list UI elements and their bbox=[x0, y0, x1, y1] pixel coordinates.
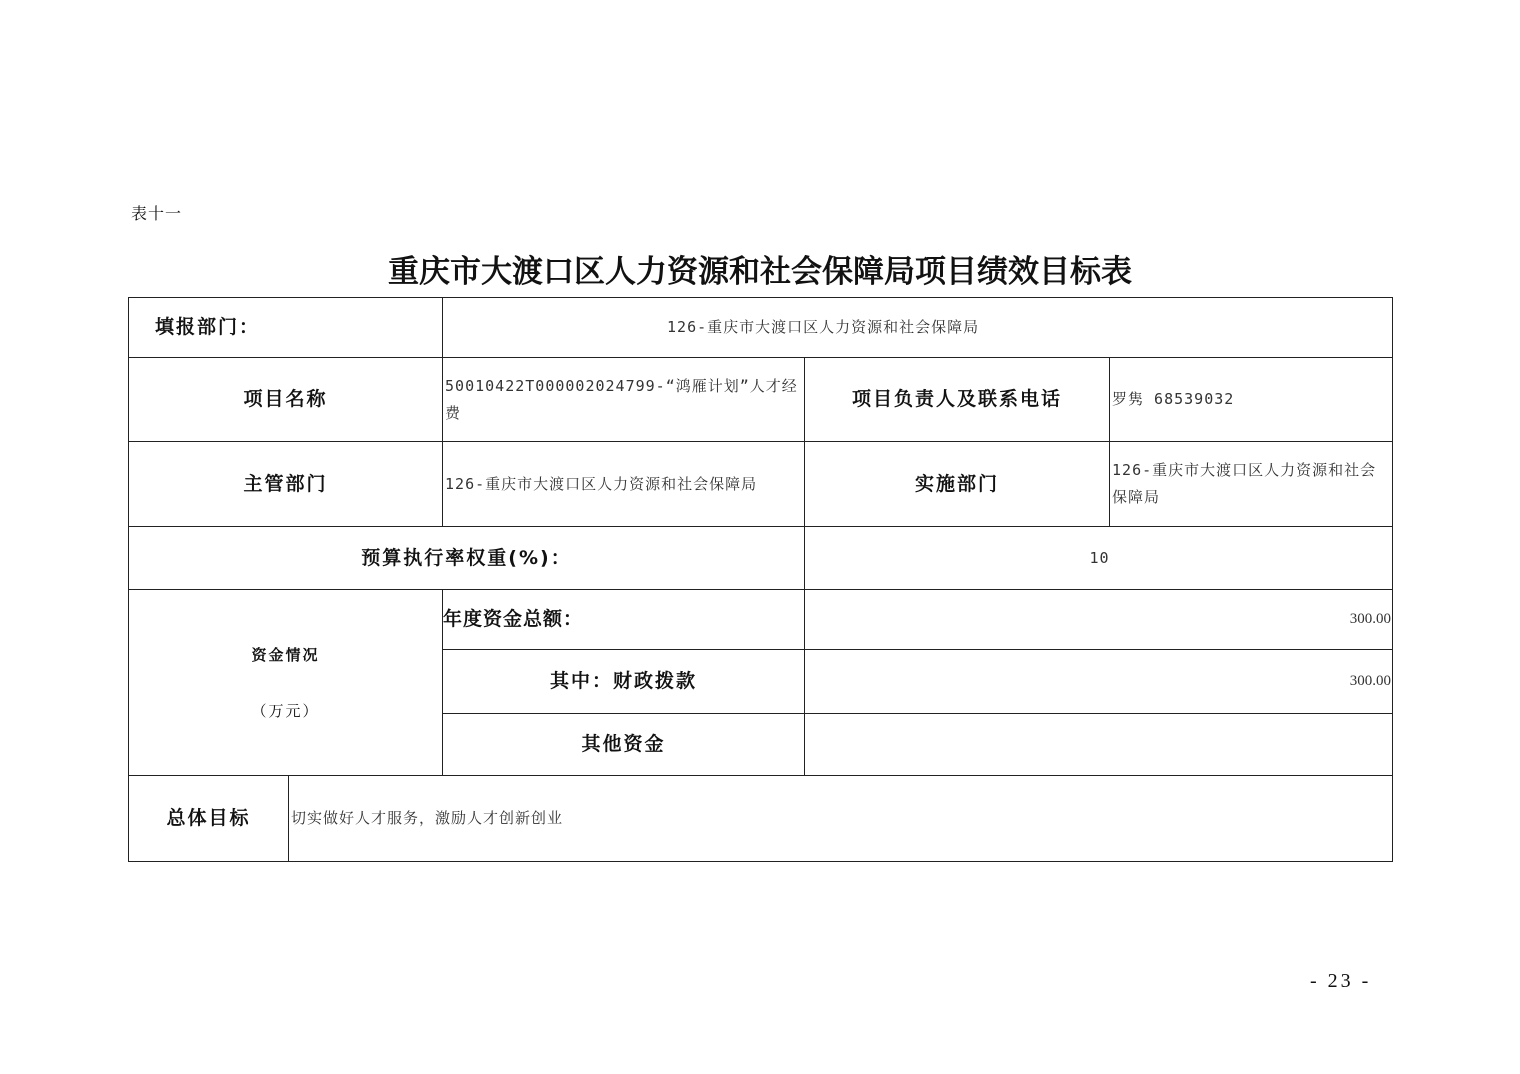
reporting-dept-value: 126-重庆市大渡口区人力资源和社会保障局 bbox=[443, 298, 1393, 358]
table-label: 表十一 bbox=[131, 204, 183, 223]
budget-weight-row bbox=[129, 527, 1393, 590]
overall-goal-value: 切实做好人才服务，激励人才创新创业 bbox=[289, 776, 1393, 862]
project-name-label: 项目名称 bbox=[129, 358, 443, 442]
implementer-dept-label: 实施部门 bbox=[805, 442, 1110, 527]
funds-label-line2: （万元） bbox=[251, 701, 320, 720]
funds-label bbox=[129, 590, 443, 776]
performance-target-table bbox=[128, 297, 1393, 862]
budget-weight-label: 预算执行率权重(%)： bbox=[129, 527, 805, 590]
goal-row bbox=[129, 776, 1393, 862]
reporting-row bbox=[129, 298, 1393, 358]
funds-label-line1: 资金情况 bbox=[251, 645, 320, 664]
page-number: - 23 - bbox=[1310, 970, 1372, 992]
project-owner-value: 罗隽 68539032 bbox=[1110, 358, 1393, 442]
other-funds-value bbox=[805, 714, 1393, 776]
overall-goal-label: 总体目标 bbox=[129, 776, 289, 862]
budget-weight-value: 10 bbox=[805, 527, 1393, 590]
supervisor-dept-value: 126-重庆市大渡口区人力资源和社会保障局 bbox=[443, 442, 805, 527]
annual-total-label: 年度资金总额： bbox=[443, 590, 805, 650]
department-row bbox=[129, 442, 1393, 527]
implementer-dept-value: 126-重庆市大渡口区人力资源和社会保障局 bbox=[1110, 442, 1393, 527]
reporting-dept-label: 填报部门： bbox=[129, 298, 443, 358]
fiscal-funds-value: 300.00 bbox=[805, 650, 1393, 714]
annual-total-row bbox=[129, 590, 1393, 650]
supervisor-dept-label: 主管部门 bbox=[129, 442, 443, 527]
project-row bbox=[129, 358, 1393, 442]
annual-total-value: 300.00 bbox=[805, 590, 1393, 650]
project-owner-label: 项目负责人及联系电话 bbox=[805, 358, 1110, 442]
fiscal-funds-label: 其中：财政拨款 bbox=[443, 650, 805, 714]
page-title: 重庆市大渡口区人力资源和社会保障局项目绩效目标表 bbox=[388, 254, 1132, 290]
other-funds-label: 其他资金 bbox=[443, 714, 805, 776]
project-name-value: 50010422T000002024799-“鸿雁计划”人才经费 bbox=[443, 358, 805, 442]
